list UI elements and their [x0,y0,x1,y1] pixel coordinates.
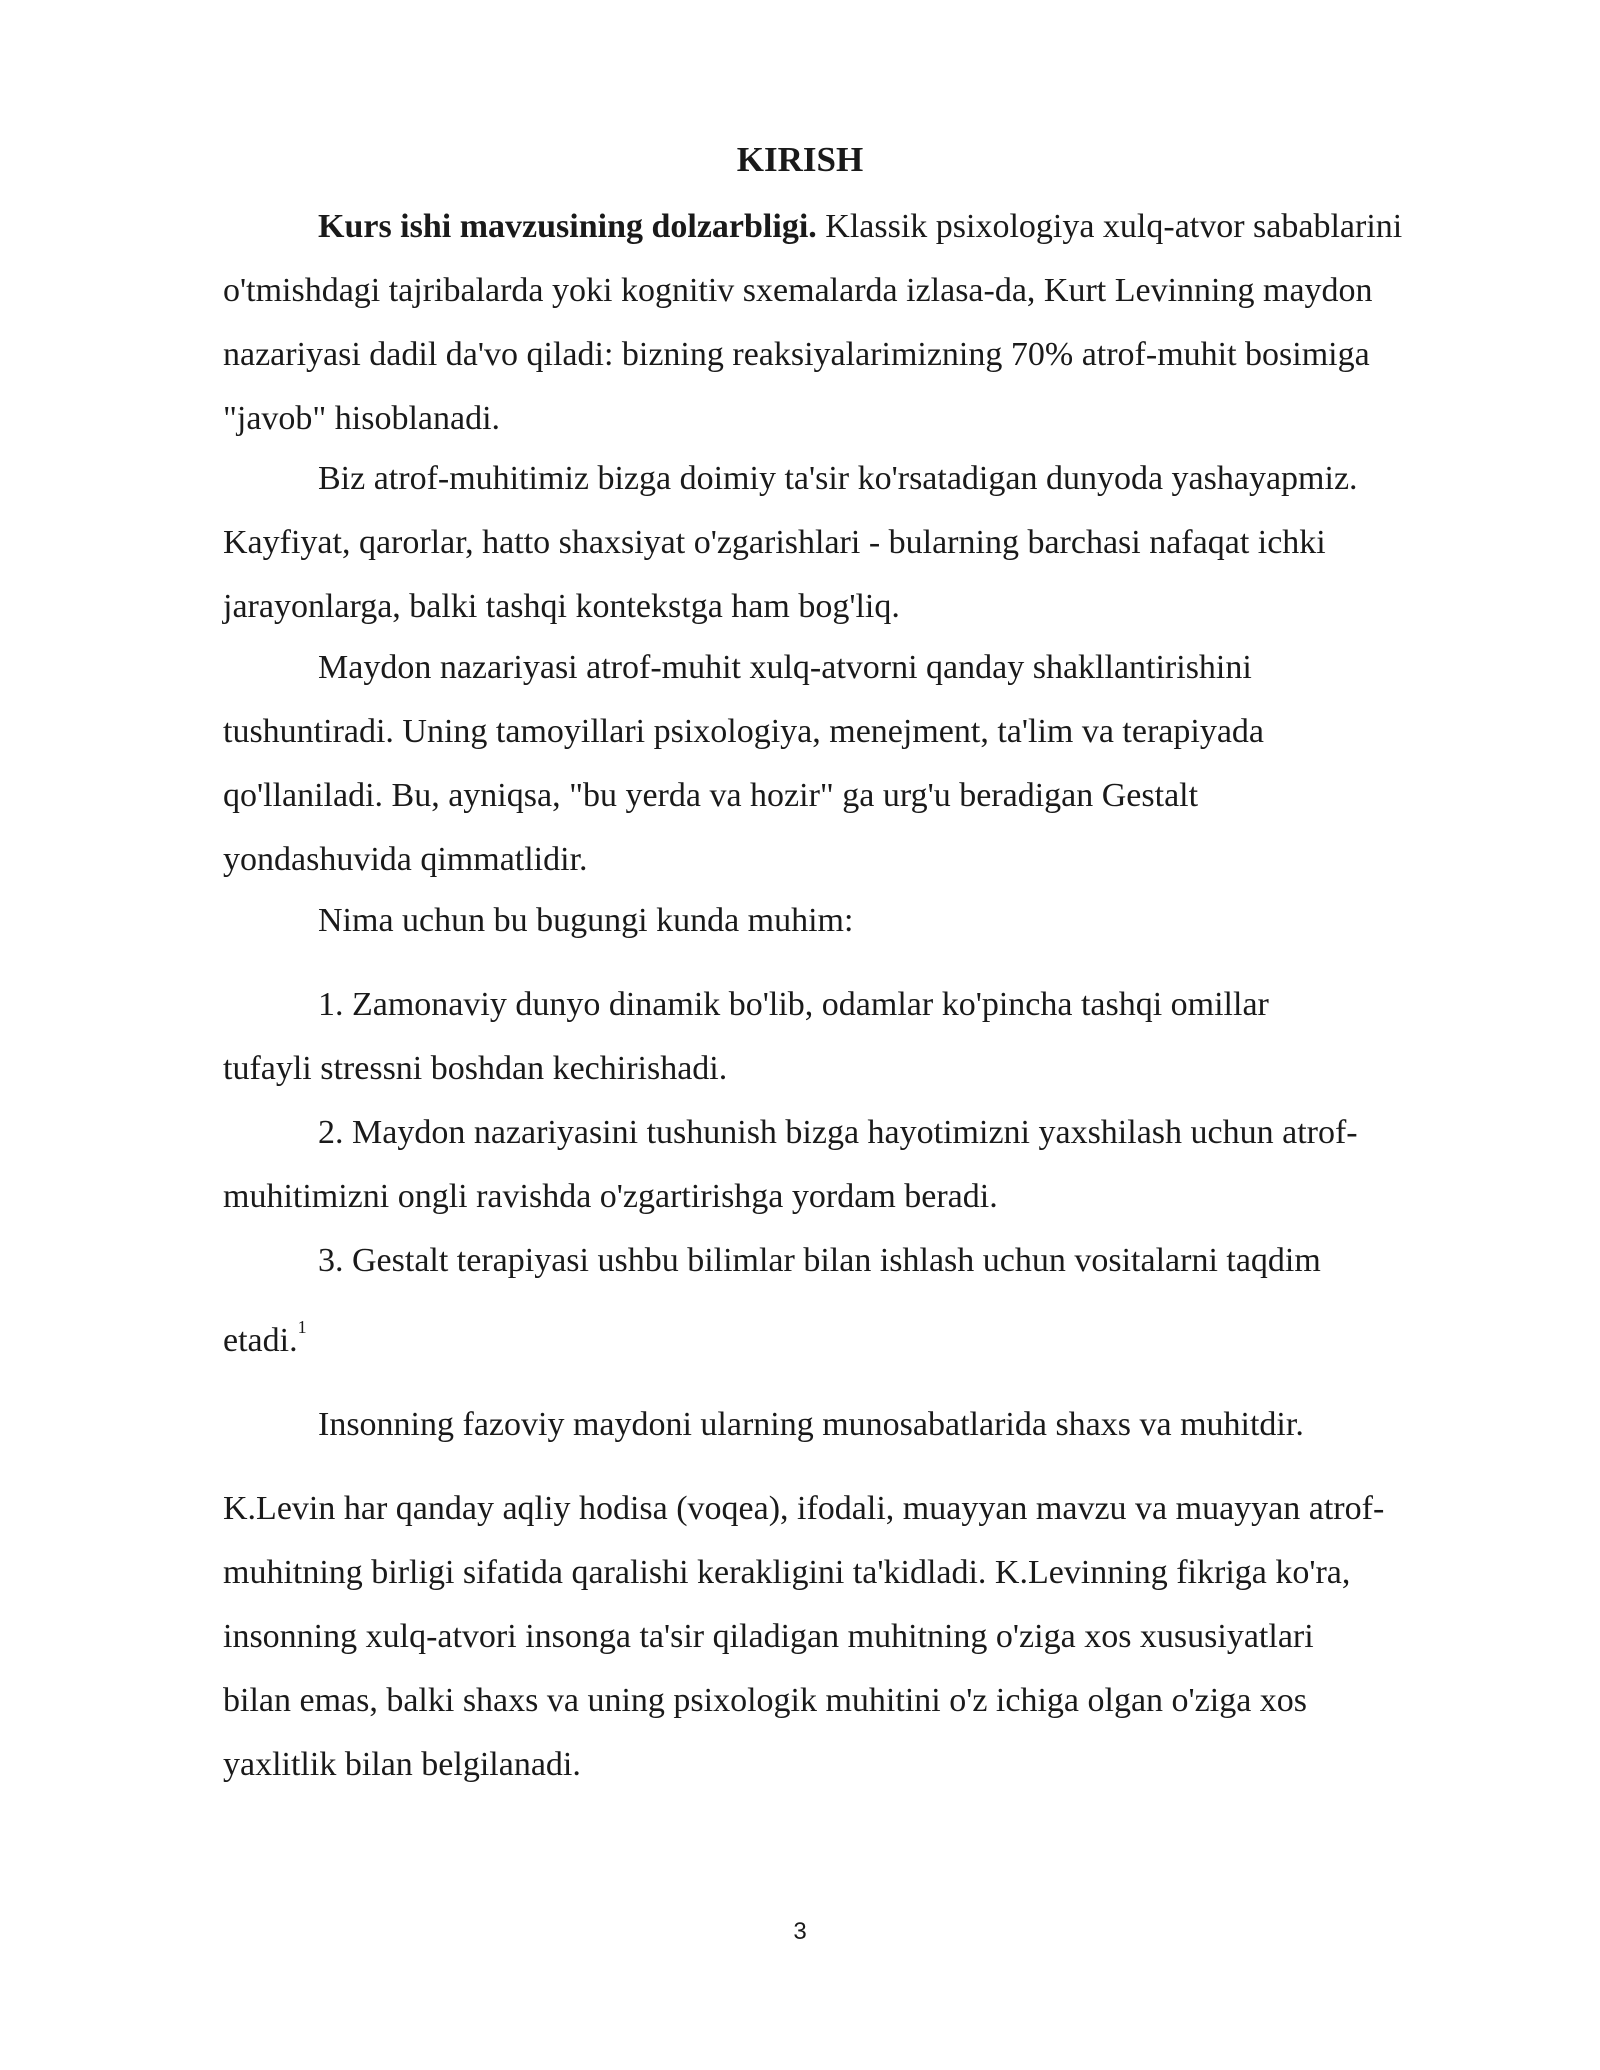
paragraph-line: nazariyasi dadil da'vo qiladi: bizning reaksiyalarimizning 70% atrof-muhit bosimiga [223,336,1370,373]
list-item: 1. Zamonaviy dunyo dinamik bo'lib, odamlar ko'pincha tashqi omillar [318,986,1269,1023]
paragraph-line: yondashuvida qimmatlidir. [223,841,588,878]
paragraph-line: muhitning birligi sifatida qaralishi kerakligini ta'kidladi. K.Levinning fikriga ko'ra, [223,1554,1351,1591]
list-item-continuation-footnoted [223,1309,1493,1373]
paragraph-levin [223,1477,1493,1797]
paragraph-line: bilan emas, balki shaxs va uning psixologik muhitini o'z ichiga olgan o'ziga xos [223,1682,1308,1719]
paragraph-why-important [223,889,1493,953]
paragraph-line: insonning xulq-atvori insonga ta'sir qiladigan muhitning o'ziga xos xususiyatlari [223,1618,1314,1655]
list-item-continuation: tufayli stressni boshdan kechirishadi. [223,1050,728,1087]
paragraph-line: Insonning fazoviy maydoni ularning munosabatlarida shaxs va muhitdir. [318,1406,1304,1443]
paragraph-line: tushuntiradi. Uning tamoyillari psixologiya, menejment, ta'lim va terapiyada [223,713,1265,750]
paragraph-line: Kayfiyat, qarorlar, hatto shaxsiyat o'zgarishlari - bularning barchasi nafaqat ichki [223,524,1326,561]
paragraph-line: Biz atrof-muhitimiz bizga doimiy ta'sir ko'rsatadigan dunyoda yashayapmiz. [318,460,1358,497]
list-item: 2. Maydon nazariyasini tushunish bizga hayotimizni yaxshilash uchun atrof- [318,1114,1358,1151]
list-item-continuation: muhitimizni ongli ravishda o'zgartirishga yordam beradi. [223,1178,998,1215]
paragraph-line: yaxlitlik bilan belgilanadi. [223,1746,581,1783]
paragraph-spatial-field [223,1393,1493,1457]
paragraph-line: Nima uchun bu bugungi kunda muhim: [318,902,854,939]
paragraph-line: K.Levin har qanday aqliy hodisa (voqea), ifodali, muayyan mavzu va muayyan atrof- [223,1490,1385,1527]
paragraph-line: o'tmishdagi tajribalarda yoki kognitiv sxemalarda izlasa-da, Kurt Levinning maydon [223,272,1373,309]
paragraph-line: qo'llaniladi. Bu, ayniqsa, "bu yerda va hozir" ga urg'u beradigan Gestalt [223,777,1199,814]
paragraph-line-text: Klassik psixologiya xulq-atvor sabablarini [816,208,1403,245]
lead-phrase: Kurs ishi mavzusining dolzarbligi. [318,208,817,245]
list-item-text: etadi. [223,1322,298,1359]
numbered-list [223,973,1493,1293]
list-item-continuation [223,1309,1493,1373]
section-heading: KIRISH [736,140,864,179]
paragraph-relevance [223,195,1493,451]
footnote-reference[interactable]: 1 [297,1317,307,1337]
paragraph-line [223,195,1493,259]
paragraph-environment [223,447,1493,639]
paragraph-line: jarayonlarga, balki tashqi kontekstga ham bog'liq. [223,588,900,625]
list-item: 3. Gestalt terapiyasi ushbu bilimlar bilan ishlash uchun vositalarni taqdim [318,1242,1321,1279]
paragraph-line: Maydon nazariyasi atrof-muhit xulq-atvorni qanday shakllantirishini [318,649,1252,686]
paragraph-field-theory [223,636,1493,892]
paragraph-line: "javob" hisoblanadi. [223,400,501,437]
page-number: 3 [793,1918,807,1945]
